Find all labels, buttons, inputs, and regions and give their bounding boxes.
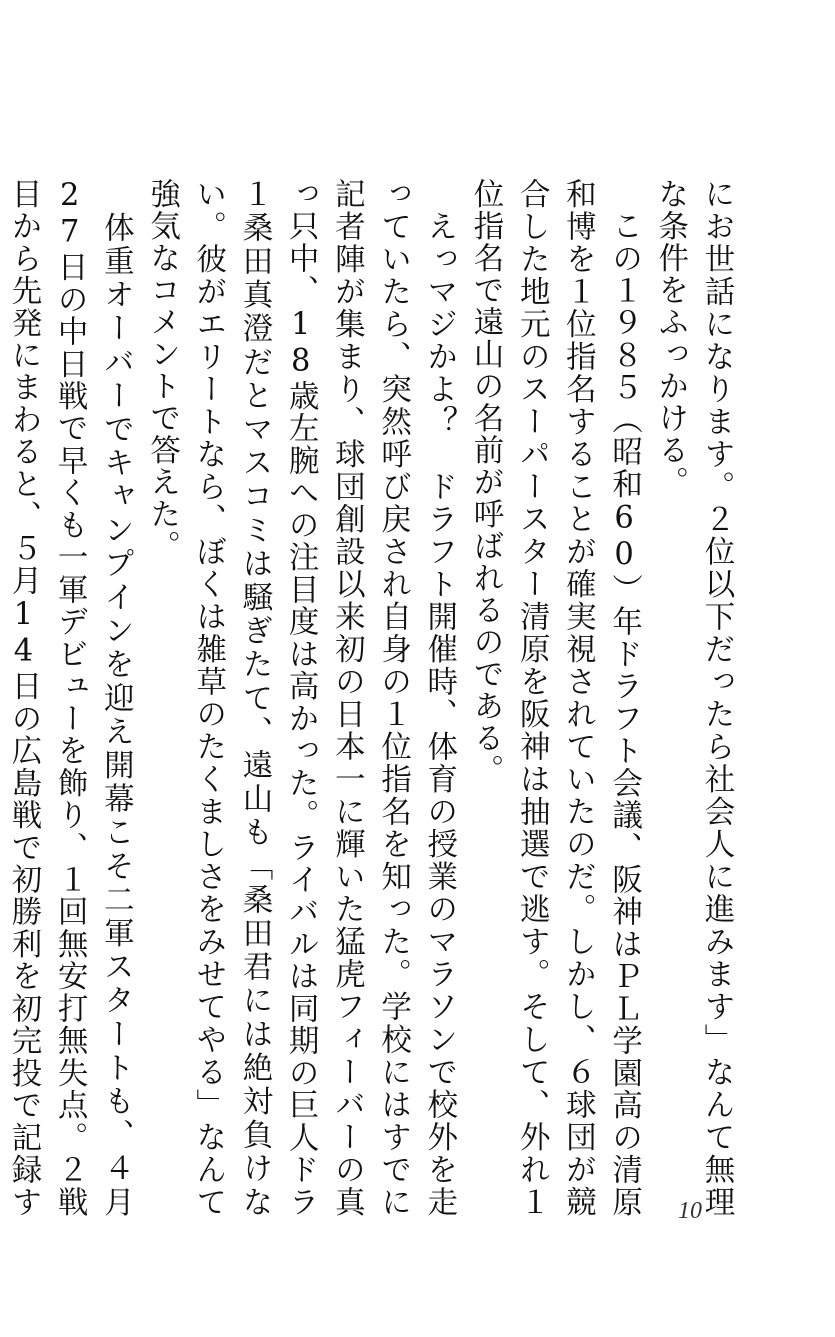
paragraph: えっマジかよ？ ドラフト開催時、体育の授業のマラソンで校外を走っていたら、突然呼び戻され自身の１位指名を知った。学校にはすでに記者陣が集まり、球団創設以来初の日本一に輝いた猛虎フィーバーの真っ只中、18歳左腕への注目度は高かった。ライバルは同期の巨人ドラ１桑田真澄だとマスコミは騒ぎたて、遠山も「桑田君には絶対負けない。彼がエリートなら、ぼくは雑草のたくましさをみせてやる」なんて強気なコメントで答えた。 [144, 178, 457, 1218]
paragraph: この１９８５（昭和60）年ドラフト会議、阪神はＰＬ学園高の清原和博を１位指名することが確実視されていたのだ。しかし、６球団が競合した地元のスーパースター清原を阪神は抽選で逃す。そして、外れ１位指名で遠山の名前が呼ばれるのである。 [467, 178, 642, 1219]
body-text [5, 178, 739, 1219]
paragraph: 体重オーバーでキャンプインを迎え開幕こそ二軍スタートも、４月27日の中日戦で早くも一軍デビューを飾り、１回無安打無失点。２戦目から先発にまわると、５月14日の広島戦で初勝利を初完投で記録す [5, 178, 134, 1218]
page-number: 10 [678, 1198, 702, 1224]
paragraph: にお世話になります。２位以下だったら社会人に進みます」なんて無理な条件をふっかける。 [652, 178, 734, 1218]
